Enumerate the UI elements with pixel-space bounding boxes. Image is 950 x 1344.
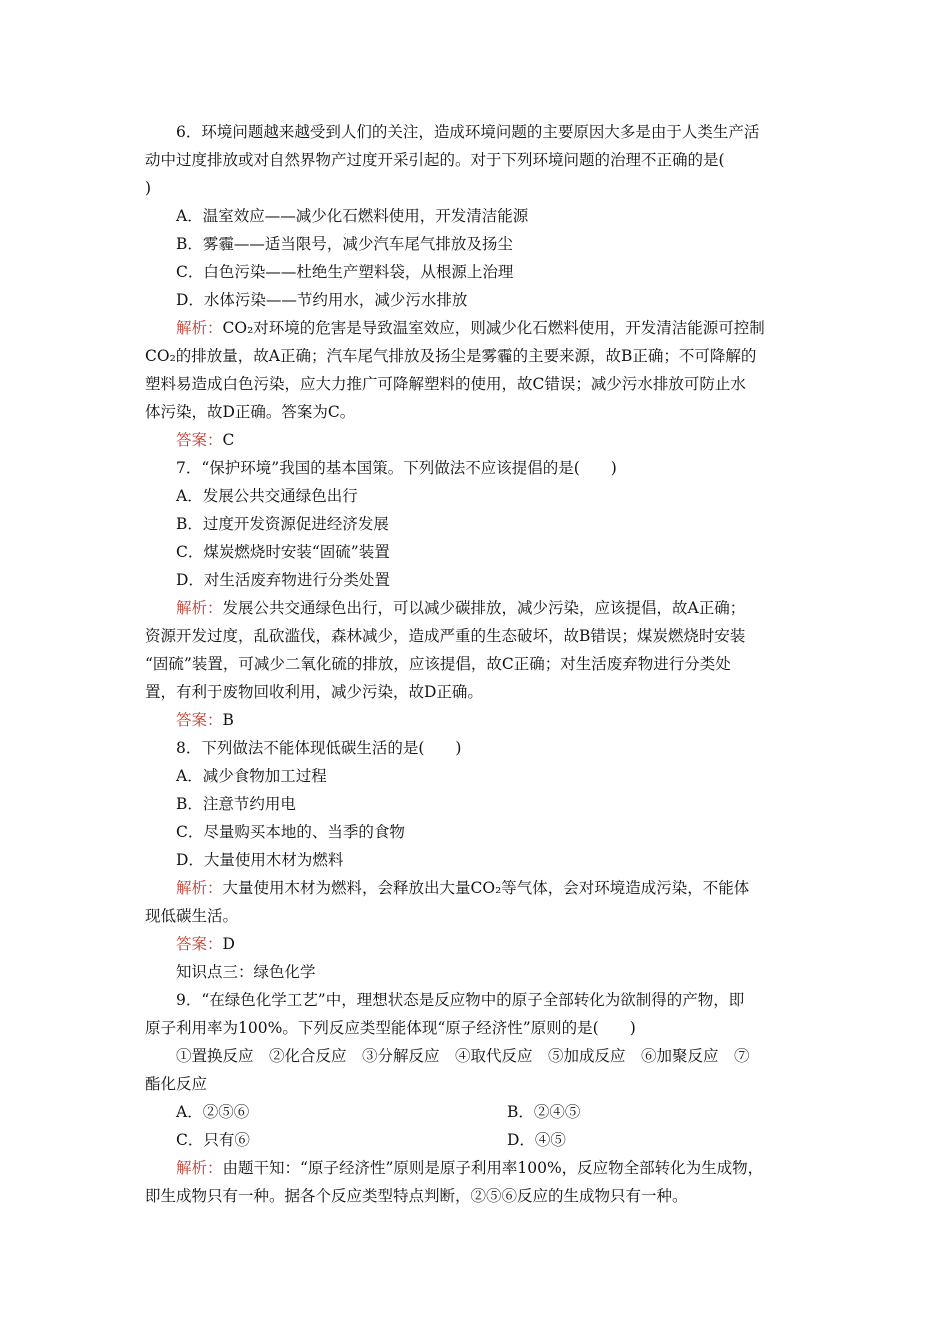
q6-jiexi-line-4: 体污染，故D正确。答案为C。 [145, 403, 356, 421]
q9-types-line-2: 酯化反应 [145, 1075, 208, 1093]
q6-jiexi-line-2: CO₂的排放量，故A正确；汽车尾气排放及扬尘是雾霾的主要来源，故B正确；不可降解的 [145, 347, 757, 365]
q7-jiexi-label: 解析： [176, 599, 223, 617]
q9-option-c: C．只有⑥ [176, 1131, 250, 1149]
q7-answer [145, 706, 813, 734]
q8-option-d: D．大量使用木材为燃料 [176, 851, 344, 869]
q9-option-b: B．②④⑤ [507, 1103, 581, 1121]
q8-answer-value: D [222, 935, 235, 953]
q7-option-a: A．发展公共交通绿色出行 [176, 487, 358, 505]
q9-stem-line-1: 9．“在绿色化学工艺”中，理想状态是反应物中的原子全部转化为欲制得的产物，即 [176, 991, 745, 1009]
q7-jiexi-line-2: 资源开发过度，乱砍滥伐，森林减少，造成严重的生态破坏，故B错误；煤炭燃烧时安装 [145, 627, 746, 645]
q6-answer-value: C [222, 431, 235, 449]
q7-answer-label: 答案： [176, 711, 223, 729]
q8-stem: 8．下列做法不能体现低碳生活的是( ) [176, 739, 462, 757]
q8-option-c: C．尽量购买本地的、当季的食物 [176, 823, 405, 841]
q6-stem-line-1: 6．环境问题越来越受到人们的关注，造成环境问题的主要原因大多是由于人类生产活 [176, 123, 760, 141]
q8-answer-label: 答案： [176, 935, 223, 953]
q6-jiexi-label: 解析： [176, 319, 223, 337]
q8-jiexi-text-1: 大量使用木材为燃料，会释放出大量CO₂等气体，会对环境造成污染，不能体 [222, 879, 750, 897]
q8-jiexi-line-1 [145, 874, 813, 902]
q6-stem-line-2: 动中过度排放或对自然界物产过度开采引起的。对于下列环境问题的治理不正确的是( [145, 151, 725, 169]
q6-jiexi-text-1: CO₂对环境的危害是导致温室效应，则减少化石燃料使用，开发清洁能源可控制 [222, 319, 765, 337]
q9-options-row-2 [145, 1126, 813, 1154]
q9-option-a: A．②⑤⑥ [176, 1103, 250, 1121]
q8-jiexi-label: 解析： [176, 879, 223, 897]
document-page [145, 118, 813, 1210]
q9-jiexi-line-1 [145, 1154, 813, 1182]
q7-jiexi-line-3: “固硫”装置，可减少二氧化硫的排放，应该提倡，故C正确；对生活废弃物进行分类处 [145, 655, 731, 673]
q7-answer-value: B [222, 711, 234, 729]
q7-jiexi-line-4: 置，有利于废物回收利用，减少污染，故D正确。 [145, 683, 483, 701]
q9-options-row-1 [145, 1098, 813, 1126]
q6-option-a: A．温室效应——减少化石燃料使用，开发清洁能源 [176, 207, 529, 225]
q7-jiexi-line-1 [145, 594, 813, 622]
q7-jiexi-text-1: 发展公共交通绿色出行，可以减少碳排放，减少污染，应该提倡，故A正确； [222, 599, 746, 617]
q6-answer-label: 答案： [176, 431, 223, 449]
q7-option-b: B．过度开发资源促进经济发展 [176, 515, 389, 533]
q6-stem-line-3: ) [145, 179, 152, 197]
q8-answer [145, 930, 813, 958]
q9-jiexi-line-2: 即生成物只有一种。据各个反应类型特点判断，②⑤⑥反应的生成物只有一种。 [145, 1187, 688, 1205]
q6-option-c: C．白色污染——杜绝生产塑料袋，从根源上治理 [176, 263, 514, 281]
q6-answer [145, 426, 813, 454]
q7-option-c: C．煤炭燃烧时安装“固硫”装置 [176, 543, 390, 561]
q9-stem-line-2: 原子利用率为100%。下列反应类型能体现“原子经济性”原则的是( ) [145, 1019, 636, 1037]
q8-option-a: A．减少食物加工过程 [176, 767, 327, 785]
section-heading: 知识点三：绿色化学 [176, 963, 316, 981]
q6-jiexi-line-3: 塑料易造成白色污染，应大力推广可降解塑料的使用，故C错误；减少污水排放可防止水 [145, 375, 746, 393]
q6-option-d: D．水体污染——节约用水，减少污水排放 [176, 291, 468, 309]
q9-option-d: D．④⑤ [507, 1131, 566, 1149]
q9-types-line-1: ①置换反应 ②化合反应 ③分解反应 ④取代反应 ⑤加成反应 ⑥加聚反应 ⑦ [176, 1047, 750, 1065]
q8-option-b: B．注意节约用电 [176, 795, 296, 813]
q7-stem: 7．“保护环境”我国的基本国策。下列做法不应该提倡的是( ) [176, 459, 617, 477]
q6-jiexi-line-1 [145, 314, 813, 342]
q7-option-d: D．对生活废弃物进行分类处置 [176, 571, 390, 589]
q9-jiexi-label: 解析： [176, 1159, 223, 1177]
q8-jiexi-line-2: 现低碳生活。 [145, 907, 239, 925]
q9-jiexi-text-1: 由题干知：“原子经济性”原则是原子利用率100%，反应物全部转化为生成物， [222, 1159, 764, 1177]
q6-option-b: B．雾霾——适当限号，减少汽车尾气排放及扬尘 [176, 235, 513, 253]
